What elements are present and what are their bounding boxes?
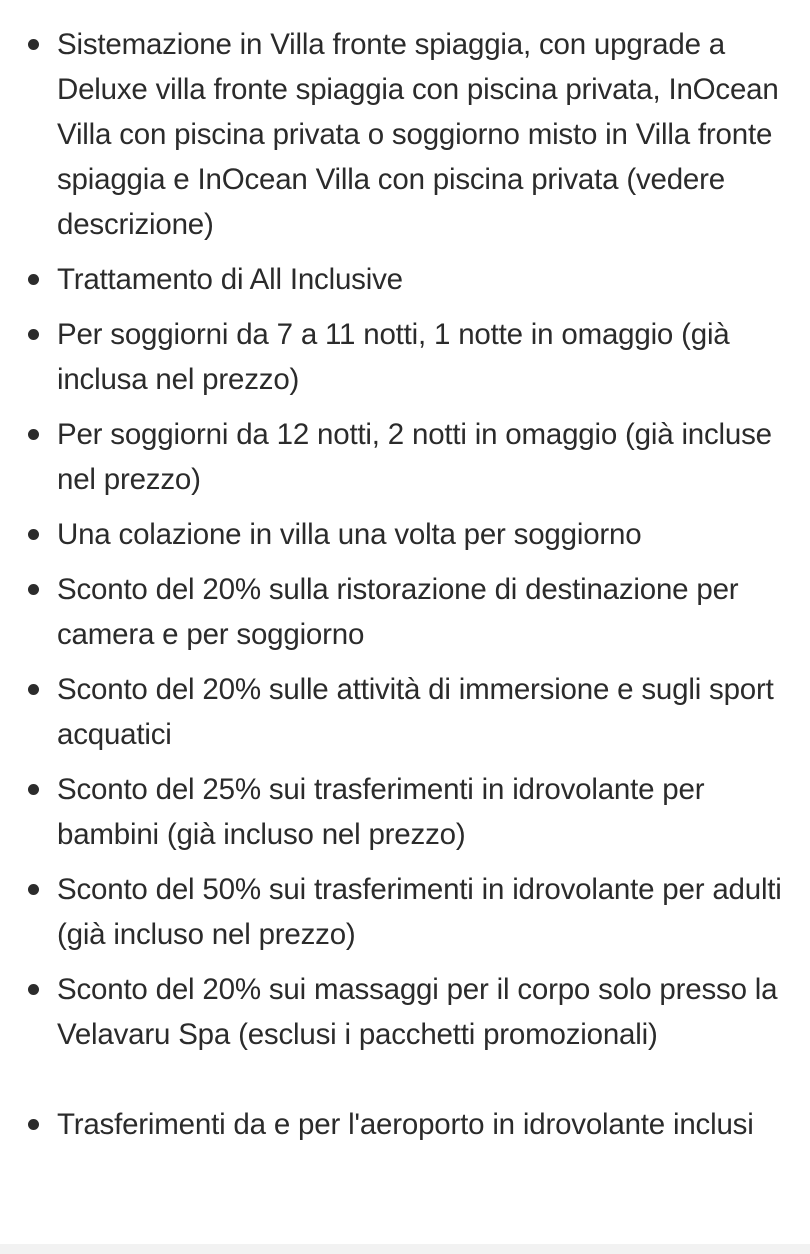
list-item: [0, 412, 810, 502]
list-item: [0, 867, 810, 957]
list-item: [0, 767, 810, 857]
list-item-text: Per soggiorni da 7 a 11 notti, 1 notte in omaggio (già inclusa nel prezzo): [57, 318, 730, 396]
bullet-icon: [28, 984, 39, 995]
list-item: [0, 1102, 810, 1147]
bullet-icon: [28, 884, 39, 895]
list-item: [0, 22, 810, 247]
bullet-icon: [28, 39, 39, 50]
list-item-text: Sconto del 20% sulla ristorazione di destinazione per camera e per soggiorno: [57, 573, 739, 651]
list-item: [0, 312, 810, 402]
bottom-edge: [0, 1244, 810, 1254]
bullet-icon: [28, 329, 39, 340]
list-item: [0, 667, 810, 757]
list-item-text: Sconto del 25% sui trasferimenti in idrovolante per bambini (già incluso nel prezzo): [57, 773, 705, 851]
list-item: [0, 512, 810, 557]
bullet-icon: [28, 1119, 39, 1130]
list-item: [0, 967, 810, 1057]
list-item-text: Sconto del 20% sui massaggi per il corpo solo presso la Velavaru Spa (esclusi i pacchetti promozionali): [57, 973, 778, 1051]
bullet-icon: [28, 584, 39, 595]
list-item-text: Sistemazione in Villa fronte spiaggia, con upgrade a Deluxe villa fronte spiaggia con piscina privata, InOcean Villa con piscina privata o soggiorno misto in Villa fronte spiaggia e InOcean Villa con piscina privata (vedere descrizione): [57, 28, 779, 241]
benefits-list: [0, 22, 810, 1157]
bullet-icon: [28, 684, 39, 695]
list-item-text: Sconto del 20% sulle attività di immersione e sugli sport acquatici: [57, 673, 774, 751]
bullet-icon: [28, 274, 39, 285]
bullet-icon: [28, 784, 39, 795]
list-item-text: Trattamento di All Inclusive: [57, 263, 403, 296]
list-item-text: Sconto del 50% sui trasferimenti in idrovolante per adulti (già incluso nel prezzo): [57, 873, 782, 951]
bullet-icon: [28, 429, 39, 440]
list-item: [0, 257, 810, 302]
list-item-text: Trasferimenti da e per l'aeroporto in idrovolante inclusi: [57, 1108, 754, 1141]
list-item-text: Una colazione in villa una volta per soggiorno: [57, 518, 642, 551]
bullet-icon: [28, 529, 39, 540]
list-item: [0, 567, 810, 657]
list-item-text: Per soggiorni da 12 notti, 2 notti in omaggio (già incluse nel prezzo): [57, 418, 772, 496]
